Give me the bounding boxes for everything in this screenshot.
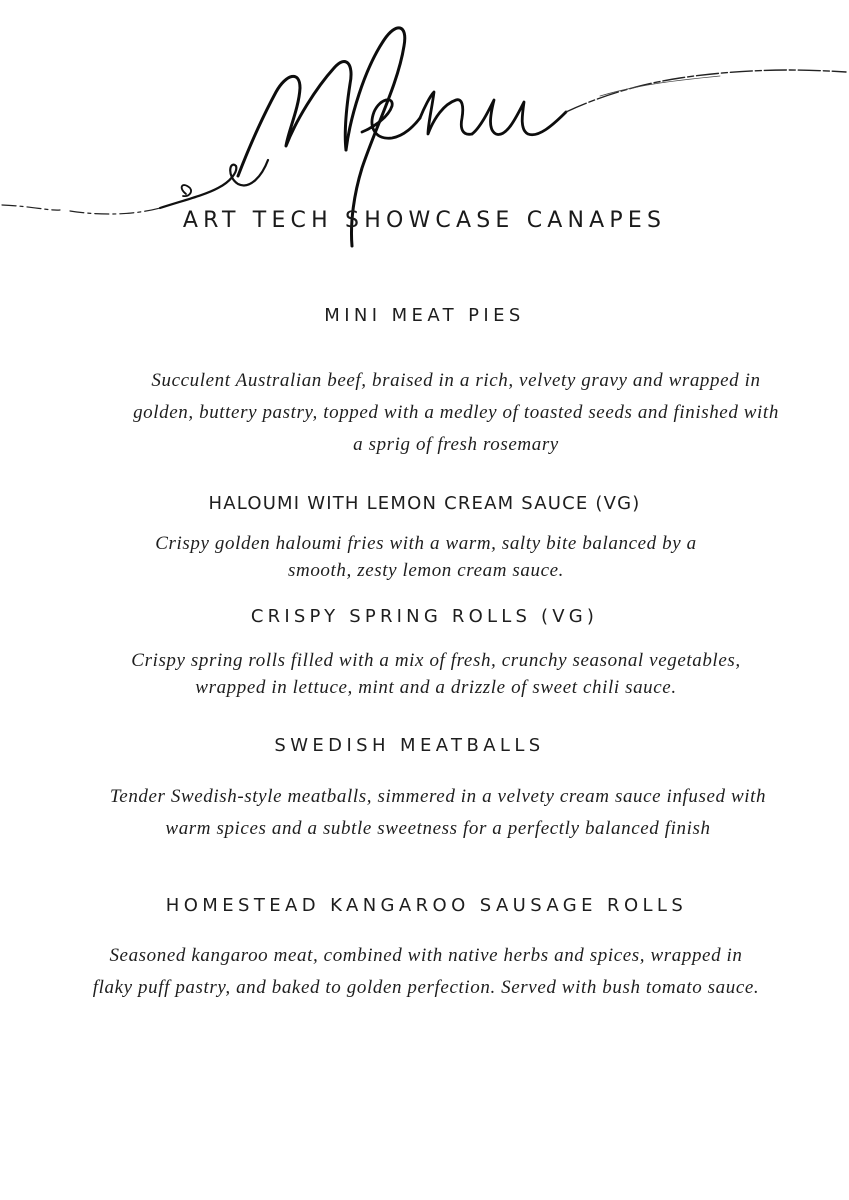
item-name-swedish-meatballs: SWEDISH MEATBALLS	[274, 735, 545, 756]
item-name-mini-meat-pies: MINI MEAT PIES	[324, 305, 525, 326]
item-name-spring-rolls: CRISPY SPRING ROLLS (VG)	[250, 606, 599, 627]
item-description-spring-rolls: Crispy spring rolls filled with a mix of fresh, crunchy seasonal vegetables, wrapped in lettuce, mint and a drizzle of sweet chili sauce.	[131, 650, 741, 698]
item-description-mini-meat-pies: Succulent Australian beef, braised in a rich, velvety gravy and wrapped in golden, buttery pastry, topped with a medley of toasted seeds and finished with a sprig of fresh rosemary	[133, 370, 779, 455]
menu-subtitle: ART TECH SHOWCASE CANAPES	[182, 208, 667, 233]
item-name-kangaroo-sausage-rolls: HOMESTEAD KANGAROO SAUSAGE ROLLS	[165, 895, 688, 916]
item-name-haloumi: HALOUMI WITH LEMON CREAM SAUCE (VG)	[208, 493, 641, 514]
item-description-haloumi: Crispy golden haloumi fries with a warm, salty bite balanced by a smooth, zesty lemon cream sauce.	[155, 533, 697, 581]
item-description-kangaroo-sausage-rolls: Seasoned kangaroo meat, combined with native herbs and spices, wrapped in flaky puff pastry, and baked to golden perfection. Served with bush tomato sauce.	[92, 945, 760, 998]
item-description-swedish-meatballs: Tender Swedish-style meatballs, simmered in a velvety cream sauce infused with warm spices and a subtle sweetness for a perfectly balanced finish	[109, 786, 767, 839]
